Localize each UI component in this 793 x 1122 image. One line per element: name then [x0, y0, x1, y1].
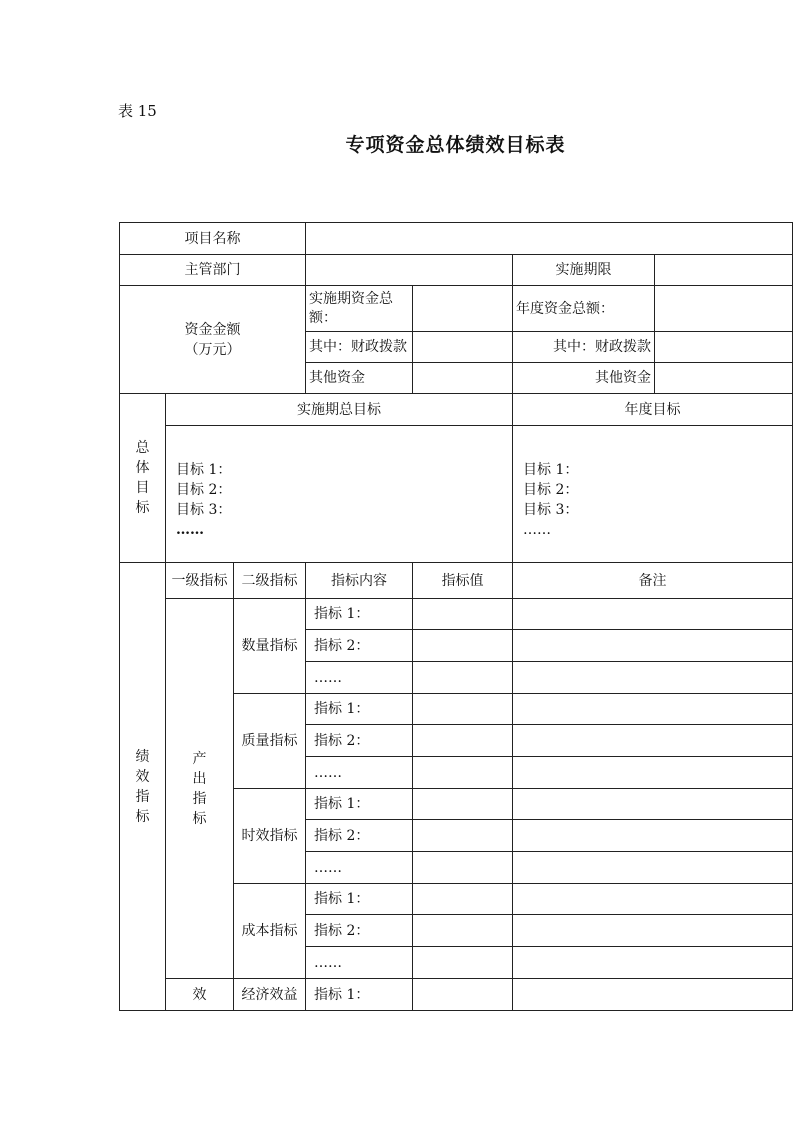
- goal-item: 目标 3：: [176, 502, 232, 518]
- indicator-item: 指标 1：: [306, 979, 413, 1011]
- goal-item: 目标 1：: [523, 462, 579, 478]
- indicator-value-cell[interactable]: [413, 694, 513, 725]
- timeliness-indicator-label: 时效指标: [234, 789, 306, 884]
- period-label: 实施期限: [513, 255, 655, 286]
- indicator-item: ……: [306, 662, 413, 694]
- other-funds-value[interactable]: [413, 363, 513, 394]
- section-char: 绩: [135, 748, 150, 765]
- remark-header: 备注: [513, 563, 793, 599]
- indicator-value-cell[interactable]: [413, 662, 513, 694]
- level1-header: 一级指标: [166, 563, 234, 599]
- fiscal-allocation-annual-label: 其中：财政拨款: [513, 332, 655, 363]
- indicator-item: 指标 2：: [306, 630, 413, 662]
- content-header: 指标内容: [306, 563, 413, 599]
- indicator-value-cell[interactable]: [413, 599, 513, 630]
- section-char: 目: [135, 480, 150, 496]
- indicator-value-cell[interactable]: [413, 852, 513, 884]
- indicator-remark-cell[interactable]: [513, 947, 793, 979]
- goal-item: 目标 1：: [176, 462, 232, 478]
- indicator-item: 指标 1：: [306, 884, 413, 915]
- indicator-item: ……: [306, 947, 413, 979]
- department-value[interactable]: [306, 255, 513, 286]
- section-char: 指: [135, 788, 150, 805]
- indicator-value-cell[interactable]: [413, 947, 513, 979]
- indicator-value-cell[interactable]: [413, 725, 513, 757]
- quantity-indicator-label: 数量指标: [234, 599, 306, 694]
- period-value[interactable]: [655, 255, 793, 286]
- quality-indicator-label: 质量指标: [234, 694, 306, 789]
- indicator-remark-cell[interactable]: [513, 915, 793, 947]
- goal-item: 目标 3：: [523, 502, 579, 518]
- period-goal-content[interactable]: [166, 426, 513, 563]
- indicator-remark-cell[interactable]: [513, 725, 793, 757]
- indicator-item: 指标 2：: [306, 725, 413, 757]
- indicator-item: ……: [306, 852, 413, 884]
- page-title: 专项资金总体绩效目标表: [345, 134, 566, 156]
- department-label: 主管部门: [120, 255, 306, 286]
- other-funds-annual-value[interactable]: [655, 363, 793, 394]
- project-name-value[interactable]: [306, 223, 793, 255]
- goal-item: 目标 2：: [523, 482, 579, 498]
- overall-goal-section: [120, 394, 166, 563]
- fund-amount-label: [120, 286, 306, 394]
- section-char: 产: [192, 750, 207, 767]
- indicator-remark-cell[interactable]: [513, 789, 793, 820]
- fiscal-allocation-annual-value[interactable]: [655, 332, 793, 363]
- fiscal-allocation-label: 其中：财政拨款: [306, 332, 413, 363]
- fiscal-allocation-value[interactable]: [413, 332, 513, 363]
- indicator-value-cell[interactable]: [413, 757, 513, 789]
- indicator-remark-cell[interactable]: [513, 599, 793, 630]
- indicator-remark-cell[interactable]: [513, 757, 793, 789]
- indicator-item: 指标 2：: [306, 820, 413, 852]
- section-char: 效: [135, 768, 150, 785]
- goal-item: 目标 2：: [176, 482, 232, 498]
- performance-indicator-section: [120, 563, 166, 1011]
- other-funds-label: 其他资金: [306, 363, 413, 394]
- indicator-remark-cell[interactable]: [513, 884, 793, 915]
- goal-item: ……: [523, 522, 551, 538]
- annual-goal-header: 年度目标: [513, 394, 793, 426]
- performance-goal-table: [119, 222, 793, 1011]
- fund-unit-text: （万元）: [184, 341, 241, 358]
- cost-indicator-label: 成本指标: [234, 884, 306, 979]
- indicator-item: 指标 1：: [306, 694, 413, 725]
- total-period-funds-label: 实施期资金总额：: [306, 286, 413, 332]
- annual-funds-label: 年度资金总额：: [513, 286, 655, 332]
- section-char: 标: [135, 808, 150, 825]
- section-char: 标: [192, 810, 207, 827]
- effect-indicator-label: 效: [166, 979, 234, 1011]
- indicator-item: 指标 2：: [306, 915, 413, 947]
- section-char: 标: [135, 500, 150, 516]
- indicator-remark-cell[interactable]: [513, 979, 793, 1011]
- project-name-label: 项目名称: [120, 223, 306, 255]
- section-char: 体: [135, 460, 150, 476]
- fund-amount-text: 资金金额: [184, 321, 241, 338]
- indicator-remark-cell[interactable]: [513, 662, 793, 694]
- section-char: 总: [135, 440, 150, 456]
- indicator-item: 指标 1：: [306, 599, 413, 630]
- level2-header: 二级指标: [234, 563, 306, 599]
- other-funds-annual-label: 其他资金: [513, 363, 655, 394]
- annual-funds-value[interactable]: [655, 286, 793, 332]
- indicator-value-cell[interactable]: [413, 884, 513, 915]
- economic-benefit-label: 经济效益: [234, 979, 306, 1011]
- indicator-value-cell[interactable]: [413, 630, 513, 662]
- section-char: 出: [192, 770, 207, 787]
- indicator-remark-cell[interactable]: [513, 694, 793, 725]
- indicator-item: 指标 1：: [306, 789, 413, 820]
- indicator-value-cell[interactable]: [413, 820, 513, 852]
- goal-item: ……: [176, 522, 204, 538]
- table-label: 表 15: [118, 102, 157, 120]
- indicator-value-cell[interactable]: [413, 915, 513, 947]
- total-period-funds-value[interactable]: [413, 286, 513, 332]
- annual-goal-content[interactable]: [513, 426, 793, 563]
- indicator-value-cell[interactable]: [413, 789, 513, 820]
- indicator-item: ……: [306, 757, 413, 789]
- indicator-remark-cell[interactable]: [513, 852, 793, 884]
- section-char: 指: [192, 790, 207, 807]
- period-goal-header: 实施期总目标: [166, 394, 513, 426]
- indicator-remark-cell[interactable]: [513, 820, 793, 852]
- value-header: 指标值: [413, 563, 513, 599]
- output-indicator-label: [166, 599, 234, 979]
- indicator-remark-cell[interactable]: [513, 630, 793, 662]
- indicator-value-cell[interactable]: [413, 979, 513, 1011]
